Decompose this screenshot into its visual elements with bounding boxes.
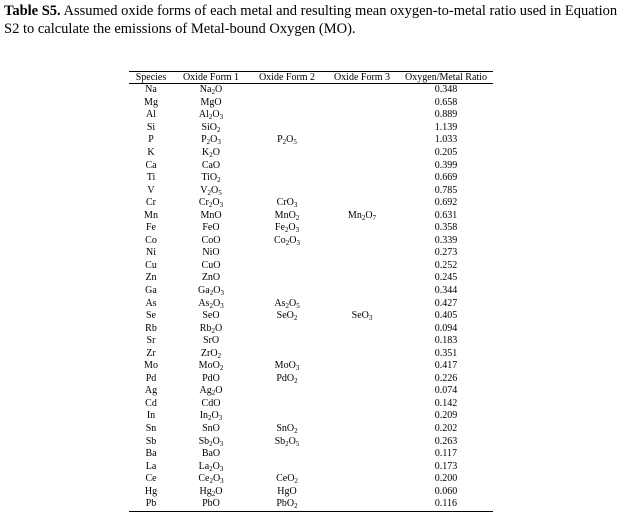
oxide-form-3-cell — [325, 84, 399, 97]
species-cell: Cr — [146, 197, 156, 209]
species-cell: Cd — [145, 397, 157, 409]
oxide-form-3-cell — [325, 285, 399, 298]
oxide-form-1-cell: $Al_2O_3$ — [198, 109, 224, 122]
oxide-form-3-cell — [325, 486, 399, 499]
oxide-form-3-cell — [325, 335, 399, 348]
table-row — [129, 360, 493, 373]
ratio-cell: 0.209 — [434, 410, 458, 422]
oxide-form-2-cell — [249, 347, 325, 360]
oxide-form-2-cell — [249, 335, 325, 348]
oxide-form-1-cell: $Ce_2O_3$ — [198, 473, 224, 486]
ratio-cell: 0.060 — [434, 485, 458, 497]
oxide-form-1-cell: PdO — [202, 372, 220, 384]
oxide-form-1-cell: MgO — [200, 96, 222, 108]
table-row — [129, 498, 493, 511]
ratio-cell: 0.669 — [434, 172, 458, 184]
table-row — [129, 385, 493, 398]
oxide-form-3-cell — [325, 172, 399, 185]
species-cell: Mn — [144, 209, 158, 221]
oxide-form-1-cell: $Ga_2O_3$ — [198, 285, 224, 298]
table-body — [129, 84, 493, 512]
oxide-form-2-cell — [249, 385, 325, 398]
oxide-form-2-cell: MoO$_3$ — [274, 360, 300, 373]
table-row — [129, 235, 493, 248]
species-cell: Ca — [145, 159, 157, 171]
species-cell: Sr — [146, 335, 156, 347]
header-oxide-form-2: Oxide Form 2 — [249, 72, 325, 84]
species-cell: Ti — [146, 172, 156, 184]
oxide-form-3-cell — [325, 247, 399, 260]
oxide-form-2-cell: HgO — [277, 485, 297, 497]
oxide-form-1-cell: $Ag_2O$ — [199, 385, 223, 398]
oxide-form-2-cell — [249, 184, 325, 197]
oxide-form-2-cell: SnO$_2$ — [276, 423, 298, 436]
oxide-form-3-cell — [325, 435, 399, 448]
table-row — [129, 335, 493, 348]
header-oxide-form-3: Oxide Form 3 — [325, 72, 399, 84]
species-cell: Ag — [144, 385, 158, 397]
table-row — [129, 147, 493, 160]
ratio-cell: 0.183 — [434, 335, 458, 347]
oxide-form-3-cell — [325, 410, 399, 423]
oxide-form-2-cell — [249, 398, 325, 411]
species-cell: K — [147, 147, 155, 158]
oxide-form-3-cell — [325, 473, 399, 486]
table-row — [129, 260, 493, 273]
oxide-forms-table — [129, 71, 493, 512]
oxide-form-3-cell — [325, 498, 399, 511]
species-cell: Hg — [144, 485, 158, 497]
species-cell: Sn — [145, 423, 157, 435]
table-row — [129, 134, 493, 147]
ratio-cell: 0.252 — [434, 259, 458, 271]
table-row — [129, 172, 493, 185]
species-cell: Zr — [146, 347, 156, 359]
table-row — [129, 109, 493, 122]
oxide-form-3-cell — [325, 109, 399, 122]
species-cell: Ce — [145, 473, 157, 485]
species-cell: Rb — [145, 322, 157, 334]
oxide-form-2-cell — [249, 448, 325, 461]
oxide-form-2-cell — [249, 247, 325, 260]
oxide-form-2-cell — [249, 172, 325, 185]
ratio-cell: 0.074 — [434, 385, 458, 397]
ratio-cell: 0.094 — [434, 322, 458, 334]
ratio-cell: 0.348 — [434, 84, 458, 96]
oxide-form-2-cell: MnO$_2$ — [274, 209, 300, 222]
species-cell: Fe — [146, 222, 156, 234]
table-row — [129, 247, 493, 260]
oxide-form-3-cell: $Mn_2O_7$ — [347, 209, 377, 222]
oxide-form-1-cell: $In_2O_3$ — [199, 410, 223, 423]
ratio-cell: 0.273 — [434, 247, 458, 259]
table-row — [129, 197, 493, 210]
oxide-form-2-cell — [249, 410, 325, 423]
species-cell: Zn — [145, 272, 157, 284]
oxide-form-2-cell — [249, 147, 325, 160]
oxide-form-2-cell — [249, 122, 325, 135]
species-cell: Mg — [144, 96, 158, 108]
oxide-form-2-cell: PbO$_2$ — [249, 498, 325, 511]
oxide-form-1-cell: $La_2O_3$ — [198, 460, 224, 473]
oxide-form-2-cell — [249, 322, 325, 335]
ratio-cell: 0.205 — [434, 147, 458, 158]
ratio-cell: 0.226 — [434, 372, 458, 384]
ratio-cell: 1.139 — [434, 121, 458, 133]
table-row — [129, 310, 493, 323]
oxide-form-2-cell: SeO$_2$ — [276, 310, 298, 323]
table-row — [129, 285, 493, 298]
table-row — [129, 322, 493, 335]
ratio-cell: 0.631 — [434, 209, 458, 221]
oxide-form-1-cell: $As_2O_3$ — [198, 297, 224, 310]
oxide-form-3-cell — [325, 272, 399, 285]
oxide-form-3-cell: SeO$_3$ — [351, 310, 373, 323]
ratio-cell: 0.200 — [434, 473, 458, 485]
table-row — [129, 473, 493, 486]
ratio-cell: 0.692 — [434, 197, 458, 209]
ratio-cell: 0.344 — [434, 285, 458, 297]
table-row — [129, 222, 493, 235]
ratio-cell: 0.263 — [434, 435, 458, 447]
oxide-form-1-cell: $Hg_2O$ — [199, 485, 223, 498]
table-row — [129, 272, 493, 285]
oxide-form-3-cell — [325, 360, 399, 373]
oxide-form-1-cell: $K_2O$ — [202, 147, 220, 159]
ratio-cell: 0.351 — [434, 347, 458, 359]
oxide-form-1-cell: BaO — [201, 448, 221, 460]
oxide-form-1-cell: CoO — [201, 234, 221, 246]
table-row — [129, 122, 493, 135]
oxide-form-2-cell — [249, 460, 325, 473]
table-header-row — [129, 72, 493, 84]
oxide-form-1-cell: SiO$_2$ — [201, 121, 221, 134]
oxide-form-2-cell: $P_2O_5$ — [277, 134, 297, 147]
oxide-form-1-cell: MoO$_2$ — [198, 360, 224, 373]
ratio-cell: 0.142 — [434, 397, 458, 409]
ratio-cell: 0.358 — [434, 222, 458, 234]
header-oxide-form-1: Oxide Form 1 — [173, 72, 249, 84]
oxide-form-2-cell — [249, 109, 325, 122]
oxide-form-1-cell: CaO — [201, 159, 221, 171]
oxide-form-2-cell: CeO$_2$ — [276, 473, 298, 486]
table-row — [129, 448, 493, 461]
species-cell: V — [147, 184, 155, 196]
oxide-form-1-cell: $Cr_2O_3$ — [198, 197, 224, 210]
species-cell: As — [145, 297, 157, 309]
oxide-form-3-cell — [325, 385, 399, 398]
oxide-form-2-cell: $As_2O_5$ — [274, 297, 300, 310]
species-cell: P — [148, 134, 154, 146]
ratio-cell: 0.245 — [434, 272, 458, 284]
ratio-cell: 1.033 — [434, 134, 458, 146]
oxide-form-1-cell: $P_2O_3$ — [201, 134, 221, 147]
species-cell: Al — [146, 109, 156, 121]
species-cell: Mo — [144, 360, 158, 372]
oxide-form-1-cell: MnO — [200, 209, 222, 221]
oxide-form-2-cell: PdO$_2$ — [276, 372, 298, 385]
ratio-cell: 0.889 — [434, 109, 458, 121]
oxide-form-3-cell — [325, 97, 399, 110]
species-cell: Pd — [145, 372, 157, 384]
oxide-form-1-cell: $Na_2O$ — [199, 84, 223, 97]
species-cell: Ba — [145, 448, 157, 460]
oxide-form-3-cell — [325, 347, 399, 360]
oxide-form-3-cell — [325, 373, 399, 386]
oxide-form-3-cell — [325, 398, 399, 411]
oxide-form-2-cell — [249, 97, 325, 110]
table-row — [129, 486, 493, 499]
header-oxygen-metal-ratio: Oxygen/Metal Ratio — [399, 72, 493, 84]
species-cell: Ni — [146, 247, 156, 259]
ratio-cell: 0.785 — [434, 184, 458, 196]
oxide-form-2-cell: $Fe_2O_3$ — [274, 222, 300, 235]
oxide-form-1-cell: ZrO$_2$ — [200, 347, 222, 360]
oxide-form-1-cell: SnO — [202, 423, 220, 435]
species-cell: Na — [145, 84, 157, 96]
oxide-form-3-cell — [325, 260, 399, 273]
oxide-form-1-cell: SeO — [202, 310, 220, 322]
ratio-cell: 0.658 — [434, 96, 458, 108]
oxide-form-3-cell — [325, 297, 399, 310]
oxide-form-2-cell — [249, 272, 325, 285]
species-cell: Se — [146, 310, 156, 322]
oxide-form-3-cell — [325, 460, 399, 473]
oxide-form-2-cell — [249, 84, 325, 97]
ratio-cell: 0.417 — [434, 360, 458, 372]
species-cell: Si — [146, 121, 156, 133]
ratio-cell: 0.202 — [434, 423, 458, 435]
oxide-form-1-cell: NiO — [202, 247, 220, 259]
oxide-form-2-cell — [249, 159, 325, 172]
ratio-cell: 0.405 — [434, 310, 458, 322]
species-cell: Sb — [145, 435, 157, 447]
table-label: Table S5. — [4, 3, 61, 19]
caption-text: Assumed oxide forms of each metal and resulting mean oxygen-to-metal ratio used in Equation S2 to calculate the emissions of Metal-bound Oxygen (MO). — [4, 3, 618, 37]
table-row — [129, 184, 493, 197]
table-row — [129, 460, 493, 473]
oxide-form-1-cell: CdO — [201, 397, 221, 409]
ratio-cell: 0.339 — [434, 234, 458, 246]
oxide-form-3-cell — [325, 448, 399, 461]
ratio-cell: 0.427 — [434, 297, 458, 309]
table-caption — [4, 2, 628, 38]
table-row — [129, 423, 493, 436]
oxide-form-1-cell: ZnO — [201, 272, 221, 284]
oxide-form-3-cell — [325, 184, 399, 197]
oxide-form-3-cell — [325, 423, 399, 436]
oxide-form-2-cell — [249, 285, 325, 298]
ratio-cell: 0.116 — [399, 498, 493, 511]
ratio-cell: 0.399 — [434, 159, 458, 171]
oxide-form-3-cell — [325, 322, 399, 335]
species-cell: In — [146, 410, 156, 422]
ratio-cell: 0.117 — [434, 448, 458, 460]
table-row — [129, 398, 493, 411]
table-row — [129, 373, 493, 386]
oxide-form-2-cell: CrO$_3$ — [276, 197, 298, 210]
oxide-form-3-cell — [325, 122, 399, 135]
oxide-form-3-cell — [325, 235, 399, 248]
oxide-form-2-cell — [249, 260, 325, 273]
table-row — [129, 209, 493, 222]
oxide-form-1-cell: SrO — [202, 335, 220, 347]
oxide-form-3-cell — [325, 134, 399, 147]
table-row — [129, 97, 493, 110]
oxide-form-1-cell: FeO — [202, 222, 220, 234]
table-row — [129, 84, 493, 97]
table-row — [129, 435, 493, 448]
oxide-form-3-cell — [325, 197, 399, 210]
oxide-form-1-cell: PbO — [173, 498, 249, 511]
oxide-form-1-cell: TiO$_2$ — [201, 172, 221, 185]
oxide-form-1-cell: $V_2O_5$ — [200, 184, 222, 197]
oxide-form-3-cell — [325, 147, 399, 160]
header-species: Species — [129, 72, 173, 84]
species-cell: Ga — [145, 285, 157, 297]
oxide-form-1-cell: CuO — [201, 259, 221, 271]
table-row — [129, 159, 493, 172]
table-row — [129, 347, 493, 360]
species-cell: Cu — [145, 259, 157, 271]
oxide-form-3-cell — [325, 222, 399, 235]
oxide-form-2-cell: $Sb_2O_5$ — [274, 435, 300, 448]
species-cell: Pb — [129, 498, 173, 511]
table-row — [129, 297, 493, 310]
oxide-form-1-cell: $Rb_2O$ — [199, 322, 223, 335]
species-cell: La — [145, 460, 157, 472]
oxide-form-1-cell: $Sb_2O_3$ — [198, 435, 224, 448]
table-row — [129, 410, 493, 423]
oxide-form-2-cell: $Co_2O_3$ — [274, 234, 300, 247]
species-cell: Co — [145, 234, 157, 246]
ratio-cell: 0.173 — [434, 460, 458, 472]
oxide-form-3-cell — [325, 159, 399, 172]
